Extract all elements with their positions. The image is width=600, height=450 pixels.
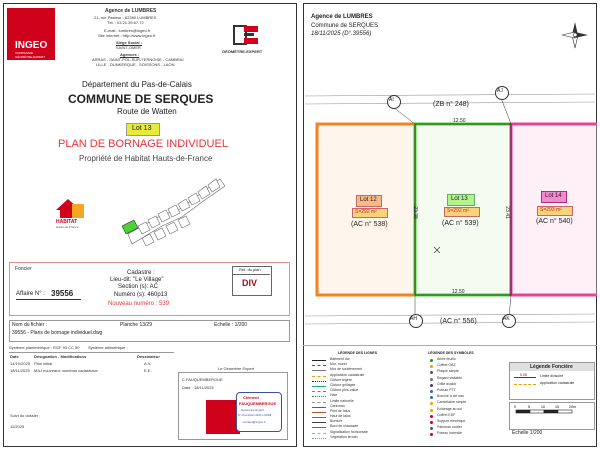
nom-fichier: 39556 - Plans de bornage individuel.dwg bbox=[12, 330, 103, 336]
agency-email: E-mail : lumbres@ingeo.fr bbox=[104, 28, 151, 33]
lot-label: Lot 13 bbox=[132, 125, 152, 132]
ingeo-logo-text: INGEO bbox=[15, 40, 48, 51]
legend-line-swatch bbox=[312, 402, 326, 403]
legend-fonciere-title: Légende Foncière bbox=[530, 364, 573, 370]
legend-symbol-label: Poteau incendie bbox=[437, 431, 463, 436]
legend-line-swatch bbox=[312, 376, 326, 377]
lieu-dit: Lieu-dit: "Le Village" bbox=[110, 277, 164, 283]
legend-line-label: Pied de talus bbox=[330, 408, 351, 413]
habitat-logo-icon bbox=[54, 196, 88, 220]
legend-symbol-icon bbox=[430, 371, 433, 374]
legend-line-label: Bordure bbox=[330, 419, 343, 424]
geometre-label: Le Géomètre Expert bbox=[218, 366, 255, 371]
marker-ak-label: AK bbox=[503, 316, 510, 322]
legend-symbol-label: Plaque simple bbox=[437, 369, 459, 374]
legend-line-label: Mur de soutènement bbox=[330, 367, 363, 372]
geometre-name: C.FAUQUEMBERGUE bbox=[182, 377, 223, 382]
legend-symbol-label: Regard visitable bbox=[437, 375, 463, 380]
revisions-header-author: Dessinateur bbox=[137, 354, 160, 359]
planche: Planche 13/29 bbox=[120, 322, 152, 328]
numero: Numéro (s): 460p13 bbox=[114, 292, 168, 298]
north-arrow-icon bbox=[560, 20, 590, 50]
dim-top: 12.50 bbox=[453, 118, 466, 124]
route-title: Route de Watten bbox=[117, 107, 177, 116]
lot12-surface: S=292 m² bbox=[355, 209, 377, 215]
system-line2: Système altimétrique : bbox=[88, 345, 128, 350]
legend-fonciere-item: Limite divisoire bbox=[540, 374, 564, 378]
legend-symbol-label: Support électrique bbox=[437, 418, 466, 423]
legend-symbol-icon bbox=[430, 378, 433, 381]
lot14-parcel: (AC n° 540) bbox=[536, 218, 573, 225]
legend-line-swatch bbox=[312, 427, 326, 428]
revisions-header-date: Date bbox=[10, 354, 19, 359]
signature-stamp bbox=[236, 392, 282, 432]
ingeo-logo bbox=[7, 8, 55, 60]
legend-symbol-label: Bouche à clé eau bbox=[437, 394, 465, 399]
suivi-date: 11/2025 bbox=[10, 424, 25, 429]
legend-line-swatch bbox=[312, 365, 326, 366]
legend-line-swatch bbox=[312, 422, 326, 423]
legend-line-swatch bbox=[312, 412, 326, 413]
lot13-parcel: (AC n° 539) bbox=[442, 220, 479, 227]
foncier-label: Foncier bbox=[15, 266, 32, 272]
habitat-logo-text: HABITAT bbox=[56, 219, 78, 225]
department-title: Département du Pas-de-Calais bbox=[82, 80, 192, 89]
bottom-parcel: (AC n° 556) bbox=[440, 318, 477, 325]
habitat-logo bbox=[54, 196, 88, 230]
legend-line-item bbox=[312, 436, 412, 441]
suivi-label: Suivi du dossier : bbox=[10, 413, 41, 418]
legend-symbol-icon bbox=[430, 421, 433, 424]
agency-tel: Tél. : 03.21.39.67.72 bbox=[107, 20, 144, 25]
legend-fonciere-code: 5.58 bbox=[520, 373, 527, 377]
revision-row-author: A.V. bbox=[144, 361, 152, 366]
legend-symbol-icon bbox=[430, 359, 433, 362]
plan-commune: Commune de SERQUES bbox=[311, 23, 379, 29]
legend-line-swatch bbox=[312, 386, 326, 387]
geometre-expert-logo-icon bbox=[232, 24, 262, 46]
lot14-surface: S=293 m² bbox=[540, 207, 562, 213]
geometre-expert-logo-text: GÉOMÈTRE-EXPERT bbox=[222, 49, 263, 54]
legend-symbol-label: Panneau routier bbox=[437, 425, 462, 430]
cadastre-title: Cadastre : bbox=[127, 270, 155, 276]
legend-symbol-icon bbox=[430, 390, 433, 393]
ref-plan-divider bbox=[232, 274, 270, 275]
legend-line-label: Végétation terrain bbox=[330, 434, 358, 439]
legend-symbol-icon bbox=[430, 402, 433, 405]
legend-line-swatch bbox=[312, 396, 326, 397]
scale-tick: 15 bbox=[555, 405, 559, 409]
legend-symbol-label: Arbre feuillu bbox=[437, 357, 456, 361]
scale-tick: 0 bbox=[514, 405, 516, 409]
legend-symbol-label: Eclairage au sol bbox=[437, 406, 462, 411]
ingeo-logo-small bbox=[206, 400, 240, 434]
legend-symbol-icon bbox=[430, 409, 433, 412]
plan-agency: Agence de LUMBRES bbox=[311, 14, 373, 20]
affaire-underline bbox=[16, 299, 81, 300]
dim-bottom: 12.50 bbox=[452, 289, 465, 295]
legend-fonciere-box bbox=[509, 362, 595, 400]
agences-line1: ARRAS - SAINT-POL-SUR-TERNOISE - CAMBRAI bbox=[92, 57, 184, 62]
ref-plan-label: Réf. du plan bbox=[239, 267, 261, 272]
legend-line-swatch bbox=[312, 360, 326, 361]
legend-area-divider bbox=[303, 345, 597, 346]
legend-line-swatch bbox=[312, 391, 326, 392]
agency-name: Agence de LUMBRES bbox=[105, 8, 157, 14]
ingeo-logo-sub2: GÉOMÈTRE-EXPERT bbox=[15, 55, 46, 59]
affaire-number: 39556 bbox=[51, 289, 74, 298]
legend-line-label: Bord de chaussée bbox=[330, 424, 359, 429]
plan-date-line: 18/11/2025 (D°.39556) bbox=[311, 31, 372, 37]
lot13-label: Lot 13 bbox=[451, 196, 468, 202]
revision-row-designation: Plan initial bbox=[34, 361, 53, 366]
legend-line-label: Limite naturelle bbox=[330, 398, 354, 403]
legend-symbol-label: Coffret GAZ bbox=[437, 363, 456, 368]
revision-row-date: 14/10/2025 bbox=[10, 361, 31, 366]
legend-symbol-label: Candélabre simple bbox=[437, 400, 467, 405]
marker-ah-label: AH bbox=[410, 316, 417, 322]
legend-app-line bbox=[514, 384, 536, 385]
legend-line-swatch bbox=[312, 370, 326, 371]
legend-line-label: Application cadastrale bbox=[330, 372, 365, 377]
geometre-date-label: Date : bbox=[182, 385, 193, 390]
agences-line2: LILLE - DUNKERQUE - SOISSONS - LAON bbox=[96, 62, 175, 67]
revision-row-author: E.E. bbox=[144, 368, 152, 373]
legend-symbol-item bbox=[428, 432, 498, 438]
revision-row-designation: MAJ nouveaux numéros cadastraux bbox=[34, 368, 98, 373]
scale-tick: 5 bbox=[528, 405, 530, 409]
stamp-line5: contact@ingeo.fr bbox=[243, 420, 266, 424]
stamp-line4: N° d'inscription 2020 C-03369 bbox=[238, 414, 272, 417]
affaire-label: Affaire N° : bbox=[16, 291, 45, 297]
legend-line-swatch bbox=[312, 438, 326, 439]
legend-symbol-label: Coffret EDF bbox=[437, 412, 456, 417]
legend-line-label: Clôture grillagée bbox=[330, 382, 356, 387]
situation-map bbox=[120, 164, 230, 254]
geometre-date: 18/11/2025 bbox=[194, 385, 214, 390]
legend-symbol-icon bbox=[430, 396, 433, 399]
siege-title: Siège Social : bbox=[116, 40, 143, 45]
legend-line-label: Mur, muret bbox=[330, 362, 347, 367]
legend-line-swatch bbox=[312, 407, 326, 408]
echelle: Echelle : 1/200 bbox=[214, 322, 248, 328]
stamp-line3: Géomètre-Expert bbox=[241, 408, 265, 412]
legend-line-swatch bbox=[312, 433, 326, 434]
scale-tick: 10 bbox=[541, 405, 545, 409]
dim-left: 23.38 bbox=[411, 206, 418, 219]
scale-label: Echelle 1/200 bbox=[512, 430, 543, 436]
siege-city: SAINT-OMER bbox=[116, 45, 141, 50]
habitat-logo-sub: Hauts-de-France bbox=[56, 225, 79, 229]
legend-symbol-icon bbox=[430, 384, 433, 387]
plan-title: PLAN DE BORNAGE INDIVIDUEL bbox=[58, 138, 228, 150]
revisions-header-designation: Désignation - Modifications bbox=[34, 354, 87, 359]
scale-tick: 20m bbox=[569, 405, 576, 409]
stamp-line1: Clément bbox=[243, 395, 259, 400]
top-parcel: (ZB n° 248) bbox=[433, 101, 469, 108]
ingeo-logo-sub1: COMPAGNIE bbox=[15, 51, 34, 55]
legend-symbol-label: Grille avaloir bbox=[437, 381, 457, 386]
legend-line-label: Caniveau bbox=[330, 403, 345, 408]
marker-ai-label: AI bbox=[389, 97, 394, 103]
legend-symbol-icon bbox=[430, 365, 433, 368]
legend-line-label: Signalisation horizontale bbox=[330, 429, 368, 434]
legend-line-label: Haut de talus bbox=[330, 414, 351, 419]
lot14-label: Lot 14 bbox=[545, 193, 562, 199]
agences-title: Agences : bbox=[120, 52, 140, 57]
legend-lines-title: LÉGENDE DES LIGNES bbox=[338, 351, 378, 355]
legend-symbols-title: LÉGENDE DES SYMBOLES bbox=[428, 351, 474, 355]
system-line1: Système planimétrique : RGF 93 CC 50 bbox=[9, 345, 80, 350]
dim-right: 23.41 bbox=[503, 206, 510, 219]
lot12-parcel: (AC n° 538) bbox=[351, 221, 388, 228]
ref-plan-value: DIV bbox=[242, 278, 258, 288]
legend-symbol-icon bbox=[430, 433, 433, 436]
legend-line-swatch bbox=[312, 381, 326, 382]
legend-symbol-icon bbox=[430, 415, 433, 418]
scale-box bbox=[509, 402, 595, 430]
legend-symbols-list bbox=[428, 358, 498, 444]
legend-symbol-icon bbox=[430, 427, 433, 430]
legend-line-swatch bbox=[312, 417, 326, 418]
geometre-expert-logo bbox=[232, 24, 262, 50]
nouveau-numero: Nouveau numéro : 539 bbox=[108, 301, 170, 307]
nom-fichier-label: Nom du fichier : bbox=[12, 322, 48, 328]
legend-fonciere-item: Application cadastrale bbox=[540, 381, 575, 385]
legend-line-label: Clôture plus-value bbox=[330, 388, 359, 393]
commune-title: COMMUNE DE SERQUES bbox=[68, 92, 214, 106]
agency-address: 21, rue Pasteur - 62380 LUMBRES bbox=[94, 15, 157, 20]
legend-symbol-label: Poteau PTT bbox=[437, 387, 456, 392]
agency-site: Site internet : http://www.ingeo.fr bbox=[98, 33, 156, 38]
stamp-line2: FAUQUEMBERGUE bbox=[239, 401, 277, 406]
lot13-surface: S=292 m² bbox=[447, 208, 469, 214]
legend-line-label: Clôture légère bbox=[330, 377, 352, 382]
section: Section (s): AC bbox=[118, 284, 159, 290]
owner-title: Propriété de Habitat Hauts-de-France bbox=[79, 154, 213, 163]
legend-line-label: Haie bbox=[330, 393, 338, 398]
legend-line-label: Bâtiment dur bbox=[330, 357, 350, 361]
revision-row-date: 18/11/2025 bbox=[10, 368, 30, 373]
lot12-label: Lot 12 bbox=[360, 197, 377, 203]
legend-lines-list bbox=[312, 358, 412, 444]
marker-aj-label: AJ bbox=[497, 88, 503, 94]
